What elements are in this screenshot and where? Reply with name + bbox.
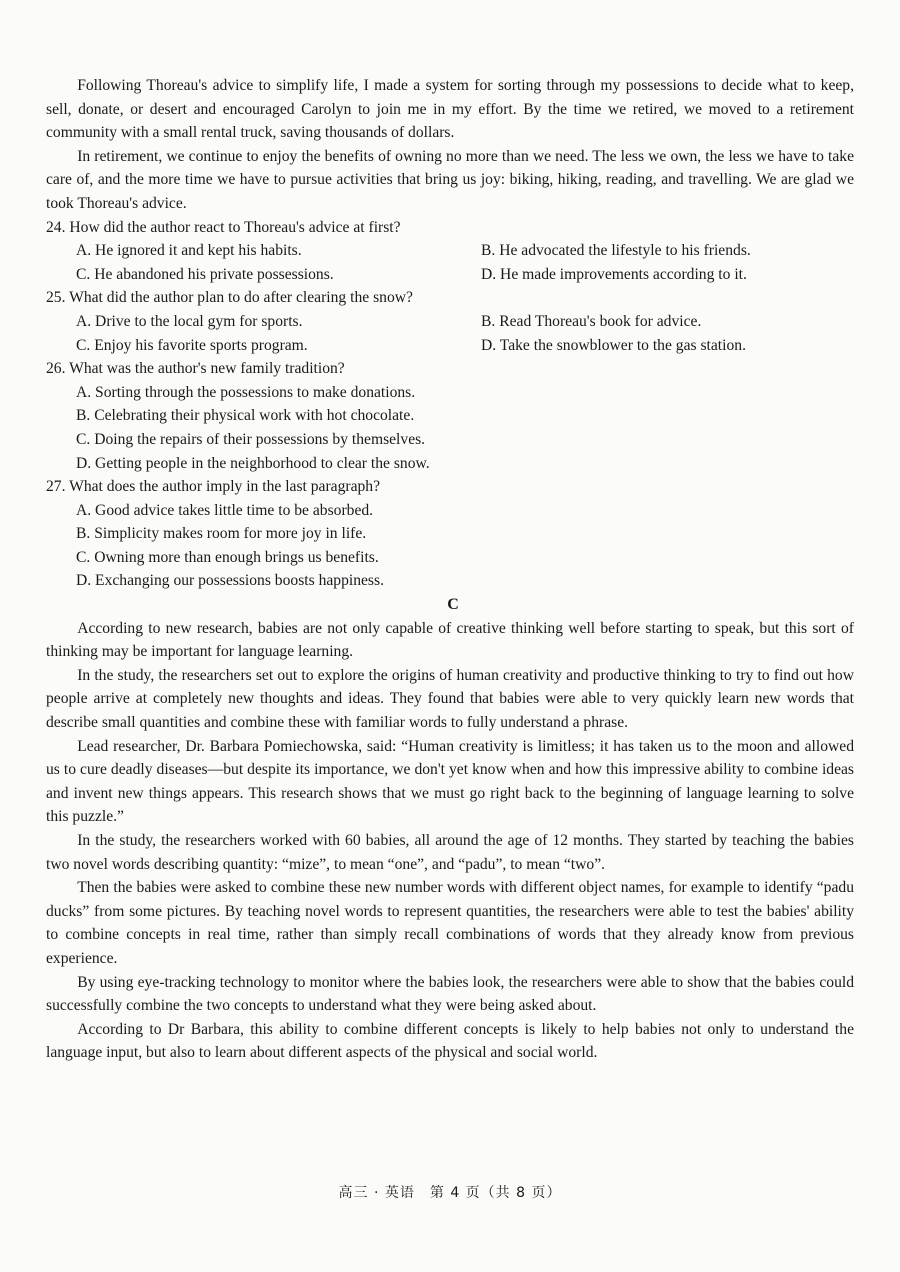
question-stem: 24. How did the author react to Thoreau's advice at first?: [46, 218, 401, 236]
passage-paragraph: In the study, the researchers worked with 60 babies, all around the age of 12 months. They started by teaching the babies two novel words describing quantity: “mize”, to mean “one”, and “padu”, to mean “two”.: [46, 832, 854, 873]
question-stem: 27. What does the author imply in the last paragraph?: [46, 478, 381, 496]
option-a: A. Sorting through the possessions to make donations.: [76, 383, 416, 401]
passage-paragraph: In retirement, we continue to enjoy the benefits of owning no more than we need. The less we own, the less we have to take care of, and the more time we have to pursue activities that bring us joy: biking, hiking, reading, and travelling. We are glad we took Thoreau's advice.: [46, 147, 854, 212]
option-b: B. Read Thoreau's book for advice.: [481, 312, 702, 330]
option-a: A. Good advice takes little time to be absorbed.: [76, 501, 374, 519]
question-27: [46, 475, 854, 593]
passage-paragraph: By using eye-tracking technology to monitor where the babies look, the researchers were able to show that the babies could successfully combine the two concepts to understand what they were being asked about.: [46, 973, 854, 1015]
passage-paragraph: Lead researcher, Dr. Barbara Pomiechowska, said: “Human creativity is limitless; it has taken us to the moon and allowed us to cure deadly diseases—but despite its importance, we don't yet know when and how this impressive ability to combine ideas and invent new things appears. This research shows that we must go right back to the beginning of language learning to solve this puzzle.”: [46, 737, 854, 826]
option-c: C. He abandoned his private possessions.: [76, 265, 334, 283]
question-25: [46, 286, 854, 357]
option-a: A. He ignored it and kept his habits.: [76, 242, 302, 260]
options: [76, 239, 854, 286]
question-stem: 26. What was the author's new family tradition?: [46, 360, 345, 378]
passage-paragraph: According to new research, babies are not only capable of creative thinking well before starting to speak, but this sort of thinking may be important for language learning.: [46, 619, 854, 661]
passage-paragraph: Then the babies were asked to combine these new number words with different object names, for example to identify “padu ducks” from some pictures. By teaching novel words to represent quantities, the researchers were able to test the babies' ability to combine concepts in real time, rather than simply recall combinations of words that they already know from previous experience.: [46, 879, 854, 967]
options: [76, 381, 854, 475]
option-d: D. He made improvements according to it.: [481, 265, 747, 283]
option-b: B. Celebrating their physical work with hot chocolate.: [76, 407, 415, 425]
page-footer: 高三 · 英语 第 4 页（共 8 页）: [338, 1185, 562, 1201]
option-b: B. Simplicity makes room for more joy in life.: [76, 525, 367, 543]
exam-page: [46, 74, 854, 1065]
question-26: [46, 357, 854, 475]
option-d: D. Exchanging our possessions boosts happiness.: [76, 572, 384, 590]
option-b: B. He advocated the lifestyle to his friends.: [481, 242, 751, 260]
question-24: [46, 216, 854, 287]
question-stem: 25. What did the author plan to do after clearing the snow?: [46, 289, 413, 307]
option-c: C. Doing the repairs of their possessions by themselves.: [76, 430, 426, 448]
passage-paragraph: According to Dr Barbara, this ability to combine different concepts is likely to help babies not only to understand the language input, but also to learn about different aspects of the physical and social world.: [46, 1020, 854, 1062]
option-c: C. Enjoy his favorite sports program.: [76, 336, 308, 354]
options: [76, 499, 854, 593]
section-heading: C: [447, 596, 459, 614]
options: [76, 310, 854, 357]
option-c: C. Owning more than enough brings us benefits.: [76, 548, 379, 566]
option-d: D. Getting people in the neighborhood to clear the snow.: [76, 454, 430, 472]
passage-paragraph: Following Thoreau's advice to simplify life, I made a system for sorting through my possessions to decide what to keep, sell, donate, or desert and encouraged Carolyn to join me in my effort. By the time we retired, we moved to a retirement community with a small rental truck, saving thousands of dollars.: [46, 77, 854, 142]
option-a: A. Drive to the local gym for sports.: [76, 312, 303, 330]
passage-paragraph: In the study, the researchers set out to explore the origins of human creativity and productive thinking to try to find out how people arrive at completely new thoughts and ideas. They found that babies were able to very quickly learn new words that describe small quantities and combine these with familiar words to fully understand a phrase.: [46, 666, 854, 732]
passage-c: [46, 617, 854, 1065]
option-d: D. Take the snowblower to the gas station.: [481, 336, 746, 354]
